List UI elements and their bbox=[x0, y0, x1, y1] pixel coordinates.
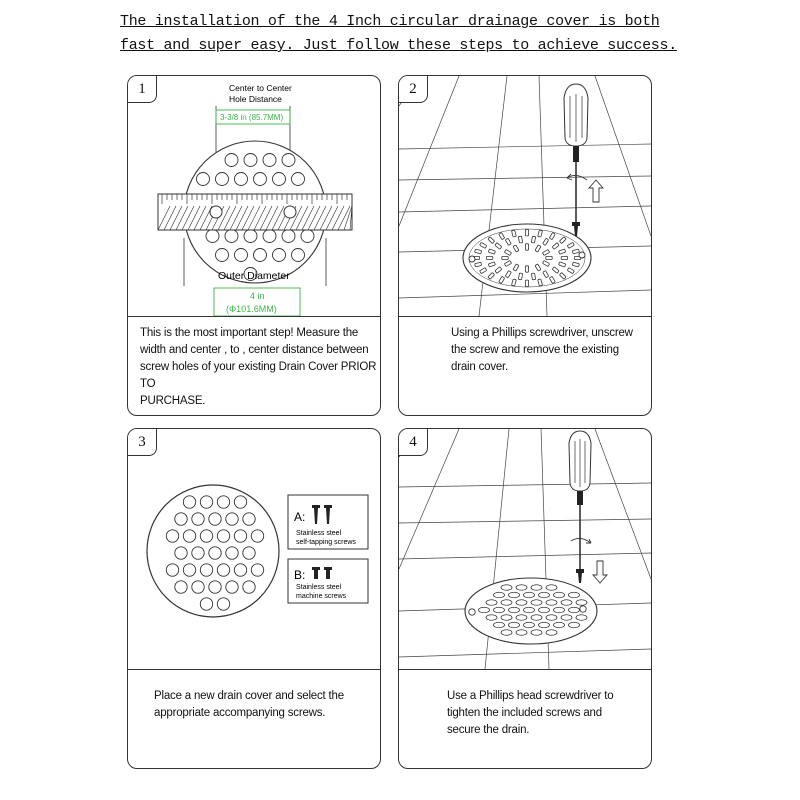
drain-hole bbox=[292, 249, 305, 262]
caption-line: width and center , to , center distance between bbox=[140, 344, 369, 356]
drain-hole bbox=[531, 600, 542, 606]
caption-line: drain cover. bbox=[451, 361, 509, 373]
drain-hole bbox=[273, 249, 286, 262]
drain-hole bbox=[539, 622, 550, 628]
caption-line: Place a new drain cover and select the bbox=[154, 690, 344, 702]
drain-hole bbox=[501, 630, 512, 636]
tighten-illustration bbox=[399, 429, 651, 669]
step-4-caption bbox=[399, 669, 651, 769]
drain-slot bbox=[546, 256, 552, 259]
drain-hole bbox=[217, 496, 229, 508]
new-cover-illustration bbox=[128, 429, 380, 669]
drain-hole bbox=[569, 592, 580, 598]
drain-hole bbox=[244, 230, 257, 243]
drain-hole bbox=[192, 581, 204, 593]
drain-hole bbox=[554, 607, 565, 613]
screw-a-letter: A: bbox=[294, 510, 306, 524]
drain-hole bbox=[509, 622, 520, 628]
screw-a-label-2: self-tapping screws bbox=[296, 539, 356, 546]
intro-text bbox=[120, 10, 680, 58]
drain-hole bbox=[209, 513, 221, 525]
drain-hole bbox=[273, 173, 286, 186]
step-1-caption bbox=[128, 316, 380, 416]
screw-b-letter: B: bbox=[294, 568, 306, 582]
screw-b-label-2: machine screws bbox=[296, 593, 347, 600]
drain-hole bbox=[494, 607, 505, 613]
drain-hole bbox=[209, 581, 221, 593]
drain-hole bbox=[254, 249, 267, 262]
drain-slot bbox=[525, 266, 528, 272]
drain-hole bbox=[509, 592, 520, 598]
drain-slot bbox=[525, 230, 528, 236]
drain-hole bbox=[479, 607, 490, 613]
drain-hole bbox=[576, 600, 587, 606]
drain-hole bbox=[216, 173, 229, 186]
caption-line: the screw and remove the existing bbox=[451, 344, 619, 356]
drain-hole bbox=[546, 585, 557, 591]
step-number: 4 bbox=[398, 428, 428, 456]
drain-hole bbox=[254, 173, 267, 186]
drain-slot bbox=[561, 256, 567, 259]
drain-hole bbox=[226, 547, 238, 559]
drain-hole bbox=[263, 154, 276, 167]
screw-b-label-1: Stainless steel bbox=[296, 584, 342, 591]
drain-slot bbox=[486, 256, 492, 259]
drain-hole bbox=[243, 581, 255, 593]
drain-hole bbox=[217, 530, 229, 542]
drain-hole bbox=[166, 564, 178, 576]
drain-hole bbox=[531, 585, 542, 591]
screw-hole-right bbox=[284, 206, 296, 218]
drain-hole bbox=[175, 547, 187, 559]
drain-hole bbox=[200, 564, 212, 576]
drain-hole bbox=[226, 581, 238, 593]
drain-hole bbox=[494, 622, 505, 628]
drain-hole bbox=[175, 581, 187, 593]
drain-hole bbox=[501, 585, 512, 591]
drain-hole bbox=[546, 615, 557, 621]
drain-hole bbox=[554, 592, 565, 598]
caption-line: screw holes of your existing Drain Cover PRIOR TO bbox=[140, 361, 377, 390]
drain-hole bbox=[200, 598, 212, 610]
drain-hole bbox=[516, 600, 527, 606]
screw-hole-left bbox=[469, 609, 475, 615]
measure-illustration bbox=[128, 76, 380, 316]
screw-option-a bbox=[288, 495, 368, 549]
drain-slot bbox=[531, 273, 535, 280]
screw-hole-left bbox=[210, 206, 222, 218]
drain-hole bbox=[501, 600, 512, 606]
drain-hole bbox=[554, 622, 565, 628]
drain-hole bbox=[546, 630, 557, 636]
arrow-down-icon bbox=[593, 561, 607, 583]
caption-line: PURCHASE. bbox=[140, 395, 206, 407]
drain-hole bbox=[524, 607, 535, 613]
drain-hole bbox=[561, 600, 572, 606]
drain-hole bbox=[301, 230, 314, 243]
drain-hole bbox=[524, 622, 535, 628]
drain-hole bbox=[539, 607, 550, 613]
drain-hole bbox=[516, 630, 527, 636]
screw-hole-left bbox=[469, 256, 475, 262]
drain-hole bbox=[244, 154, 257, 167]
drain-hole bbox=[494, 592, 505, 598]
drain-hole bbox=[531, 630, 542, 636]
drain-hole bbox=[166, 530, 178, 542]
screw-option-b bbox=[288, 559, 368, 603]
drain-hole bbox=[183, 496, 195, 508]
screw-a-label-1: Stainless steel bbox=[296, 530, 342, 537]
drain-hole bbox=[200, 496, 212, 508]
drain-hole bbox=[263, 230, 276, 243]
unscrew-illustration bbox=[399, 76, 651, 316]
drain-hole bbox=[531, 615, 542, 621]
drain-hole bbox=[282, 154, 295, 167]
drain-hole bbox=[235, 249, 248, 262]
drain-hole bbox=[282, 230, 295, 243]
drain-hole bbox=[225, 230, 238, 243]
drain-slot bbox=[531, 236, 535, 243]
drain-hole bbox=[234, 530, 246, 542]
drain-hole bbox=[197, 173, 210, 186]
drain-hole bbox=[175, 513, 187, 525]
drain-hole bbox=[192, 513, 204, 525]
drain-hole bbox=[217, 598, 229, 610]
outer-value-1: 4 in bbox=[250, 291, 265, 301]
drain-hole bbox=[251, 530, 263, 542]
center-title-1: Center to Center bbox=[229, 83, 292, 93]
drain-hole bbox=[292, 173, 305, 186]
screwdriver-icon bbox=[564, 84, 588, 222]
drain-slot bbox=[525, 280, 528, 286]
drain-slot bbox=[518, 273, 522, 280]
step-number: 1 bbox=[127, 75, 157, 103]
screw-hole-right bbox=[579, 252, 585, 258]
drain-hole bbox=[183, 530, 195, 542]
step-3-caption bbox=[128, 669, 380, 769]
drain-slot bbox=[525, 244, 528, 250]
step-1-panel bbox=[127, 75, 381, 416]
step-4-panel bbox=[398, 428, 652, 769]
step-2-panel bbox=[398, 75, 652, 416]
drain-slot bbox=[502, 256, 508, 259]
drain-hole bbox=[516, 615, 527, 621]
intro-line-1: The installation of the 4 Inch circular drainage cover is both bbox=[120, 13, 660, 30]
drain-hole bbox=[576, 615, 587, 621]
drain-hole bbox=[209, 547, 221, 559]
outer-title: Outer Diameter bbox=[218, 270, 290, 282]
drain-hole bbox=[569, 607, 580, 613]
drain-hole bbox=[486, 615, 497, 621]
screw-hole-right bbox=[580, 606, 586, 612]
step-number: 2 bbox=[398, 75, 428, 103]
outer-value-2: (Φ101.6MM) bbox=[226, 304, 277, 314]
caption-line: This is the most important step! Measure the bbox=[140, 327, 359, 339]
step-number: 3 bbox=[127, 428, 157, 456]
drain-hole bbox=[561, 615, 572, 621]
drain-hole bbox=[225, 154, 238, 167]
drain-hole bbox=[234, 564, 246, 576]
ruler bbox=[158, 194, 352, 230]
drain-hole bbox=[486, 600, 497, 606]
caption-line: tighten the included screws and bbox=[447, 707, 602, 719]
drain-hole bbox=[206, 230, 219, 243]
screw-icon bbox=[576, 569, 584, 583]
drain-hole bbox=[569, 622, 580, 628]
drain-slot bbox=[518, 236, 522, 243]
screwdriver-icon bbox=[569, 431, 591, 569]
intro-line-2: fast and super easy. Just follow these steps to achieve success. bbox=[120, 37, 677, 54]
drain-hole bbox=[524, 592, 535, 598]
drain-hole bbox=[226, 513, 238, 525]
drain-hole bbox=[192, 547, 204, 559]
caption-line: secure the drain. bbox=[447, 724, 530, 736]
arrow-up-icon bbox=[589, 180, 603, 202]
drain-hole bbox=[183, 564, 195, 576]
center-title-2: Hole Distance bbox=[229, 94, 282, 104]
drain-hole bbox=[509, 607, 520, 613]
drain-hole bbox=[243, 513, 255, 525]
step-3-panel bbox=[127, 428, 381, 769]
caption-line: Use a Phillips head screwdriver to bbox=[447, 690, 614, 702]
step-2-caption bbox=[399, 316, 651, 416]
drain-hole bbox=[251, 564, 263, 576]
drain-hole bbox=[216, 249, 229, 262]
drain-hole bbox=[501, 615, 512, 621]
drain-hole bbox=[516, 585, 527, 591]
drain-hole bbox=[243, 547, 255, 559]
drain-hole bbox=[217, 564, 229, 576]
drain-hole bbox=[234, 496, 246, 508]
caption-line: appropriate accompanying screws. bbox=[154, 707, 326, 719]
drain-hole bbox=[539, 592, 550, 598]
drain-hole bbox=[546, 600, 557, 606]
drain-hole bbox=[235, 173, 248, 186]
center-value: 3-3/8 in (85.7MM) bbox=[220, 113, 284, 122]
drain-hole bbox=[200, 530, 212, 542]
caption-line: Using a Phillips screwdriver, unscrew bbox=[451, 327, 633, 339]
